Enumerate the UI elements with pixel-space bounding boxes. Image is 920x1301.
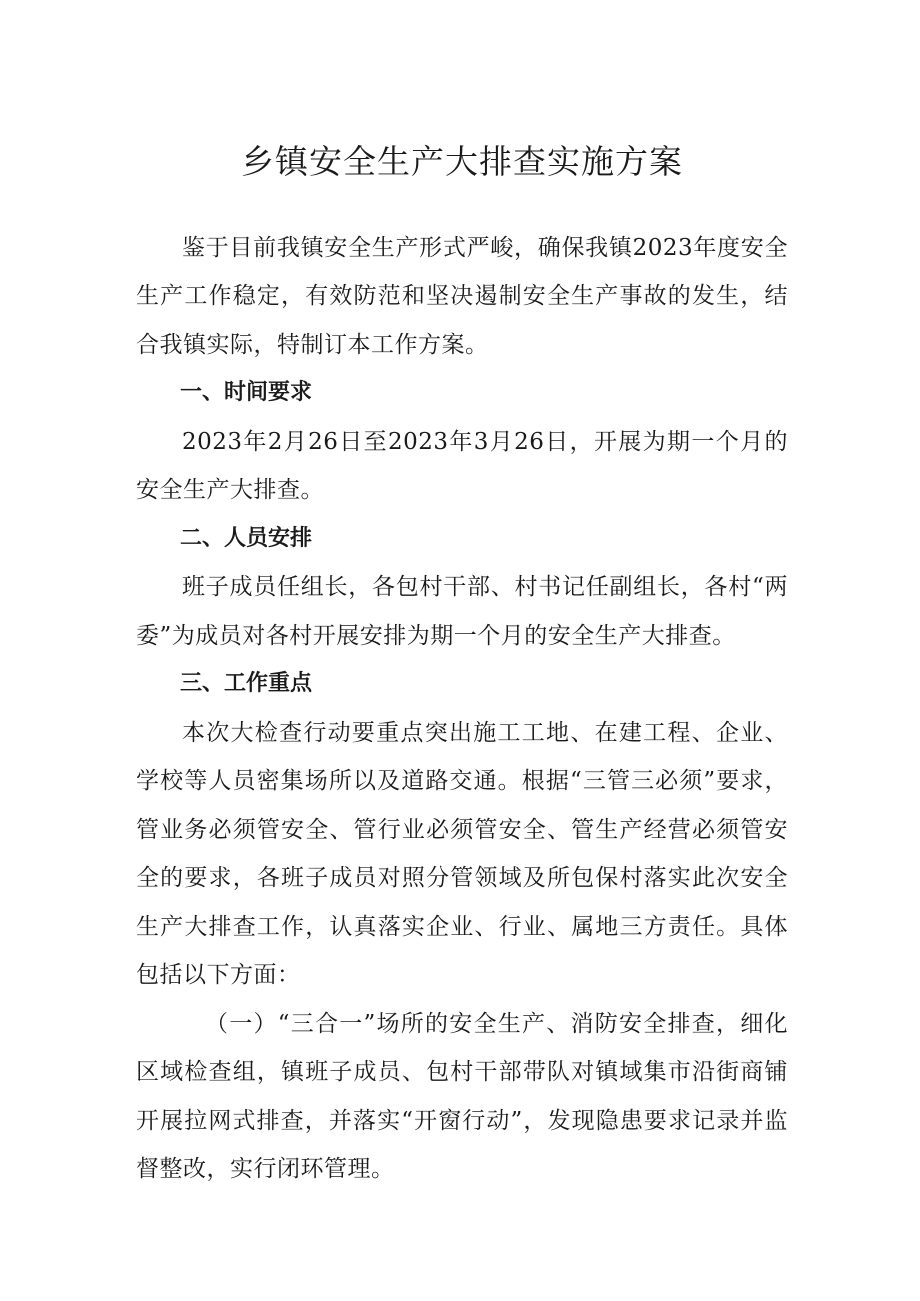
section-body-focus: 本次大检查行动要重点突出施工工地、在建工程、企业、学校等人员密集场所以及道路交通。根据“三管三必须”要求，管业务必须管安全、管行业必须管安全、管生产经营必须管安全的要求，各班子成员对照分管领域及所包保村落实此次安全生产大排查工作，认真落实企业、行业、属地三方责任。具体包括以下方面：	[136, 719, 788, 989]
section-heading-focus: 三、工作重点	[180, 671, 313, 697]
section-heading-personnel: 二、人员安排	[180, 525, 313, 551]
section-body-personnel: 班子成员任组长，各包村干部、村书记任副组长，各村“两委”为成员对各村开展安排为期一个月的安全生产大排查。	[136, 574, 788, 649]
document-page	[136, 128, 788, 1194]
intro-paragraph: 鉴于目前我镇安全生产形式严峻，确保我镇2023年度安全生产工作稳定，有效防范和坚决遏制安全生产事故的发生，结合我镇实际，特制订本工作方案。	[136, 234, 788, 358]
section-body-time: 2023年2月26日至2023年3月26日，开展为期一个月的安全生产大排查。	[136, 428, 788, 504]
document-title: 乡镇安全生产大排查实施方案	[241, 142, 683, 181]
section-heading-time: 一、时间要求	[180, 380, 313, 406]
section-subitem-focus-1: （一）“三合一”场所的安全生产、消防安全排查，细化区域检查组，镇班子成员、包村干部带队对镇域集市沿街商铺开展拉网式排查，并落实“开窗行动”，发现隐患要求记录并监督整改，实行闭环管理。	[136, 1010, 788, 1183]
